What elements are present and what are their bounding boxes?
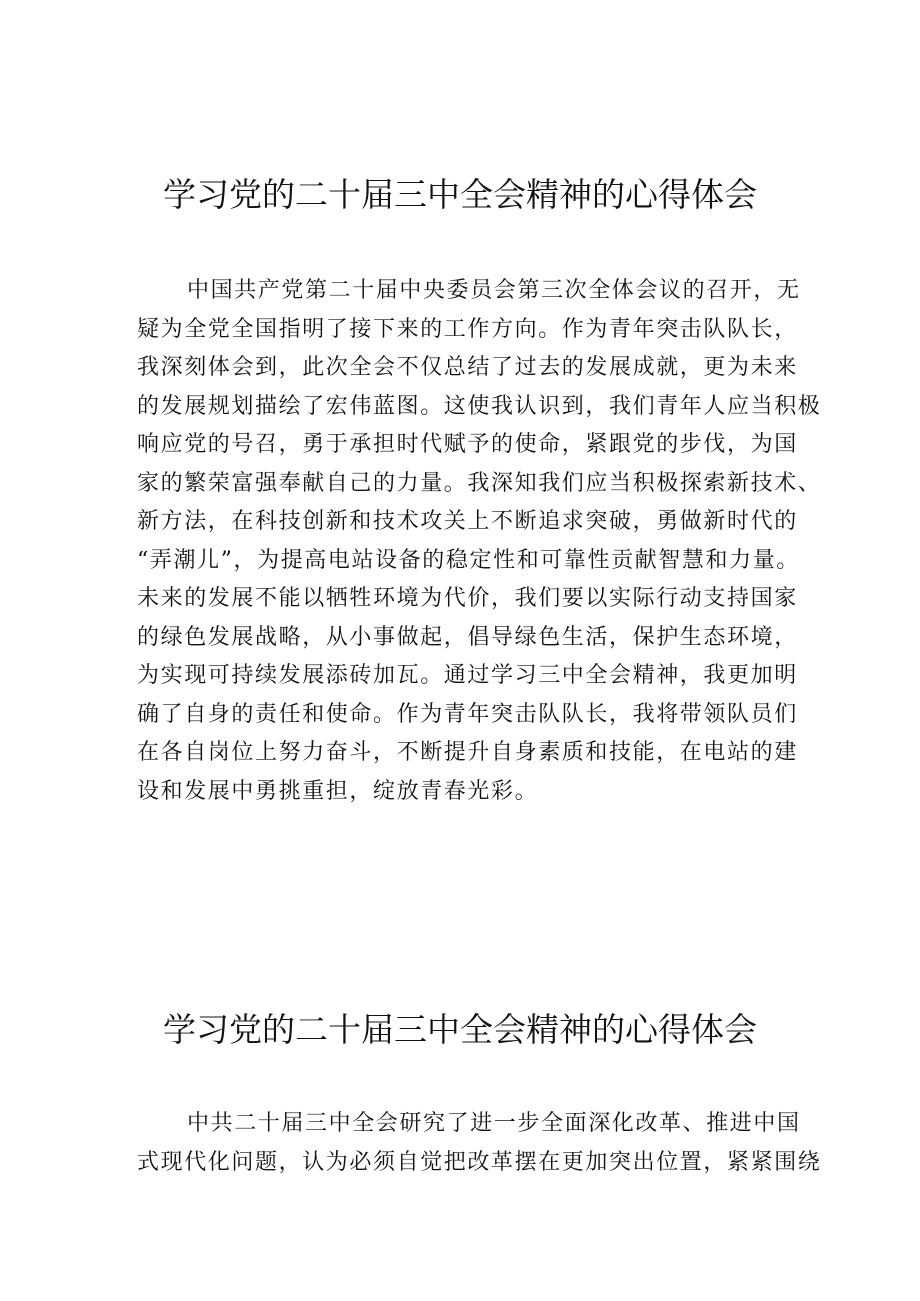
paragraph-line: 家的繁荣富强奉献自己的力量。我深知我们应当积极探索新技术、 [137,470,822,496]
paragraph-line: 设和发展中勇挑重担，绽放青春光彩。 [137,778,539,804]
paragraph-line: 疑为全党全国指明了接下来的工作方向。作为青年突击队队长， [137,316,798,342]
article-body [137,1105,822,1182]
article-title: 学习党的二十届三中全会精神的心得体会 [163,175,757,214]
paragraph-line: 未来的发展不能以牺牲环境为代价，我们要以实际行动支持国家 [137,586,798,611]
paragraph-line: 中共二十届三中全会研究了进一步全面深化改革、推进中国 [187,1111,801,1136]
paragraph-line: 中国共产党第二十届中央委员会第三次全体会议的召开，无 [187,278,801,303]
paragraph-line: 在各自岗位上努力奋斗，不断提升自身素质和技能，在电站的建 [137,740,798,765]
paragraph-line: 确了自身的责任和使命。作为青年突击队队长，我将带领队员们 [137,701,798,727]
paragraph-line: 响应党的号召，勇于承担时代赋予的使命，紧跟党的步伐，为国 [137,432,798,457]
paragraph-line: 为实现可持续发展添砖加瓦。通过学习三中全会精神，我更加明 [137,663,798,688]
paragraph-line: “弄潮儿”，为提高电站设备的稳定性和可靠性贡献智慧和力量。 [137,547,800,573]
paragraph-line: 的绿色发展战略，从小事做起，倡导绿色生活，保护生态环境， [137,624,798,650]
article-body [137,272,822,811]
article-title: 学习党的二十届三中全会精神的心得体会 [163,1010,757,1049]
paragraph-line: 我深刻体会到，此次全会不仅总结了过去的发展成就，更为未来 [137,355,798,380]
paragraph-line: 的发展规划描绘了宏伟蓝图。这使我认识到，我们青年人应当积极 [137,393,822,419]
paragraph-line: 式现代化问题，认为必须自觉把改革摆在更加突出位置，紧紧围绕 [137,1149,822,1175]
paragraph-line: 新方法，在科技创新和技术攻关上不断追求突破，勇做新时代的 [137,509,798,534]
